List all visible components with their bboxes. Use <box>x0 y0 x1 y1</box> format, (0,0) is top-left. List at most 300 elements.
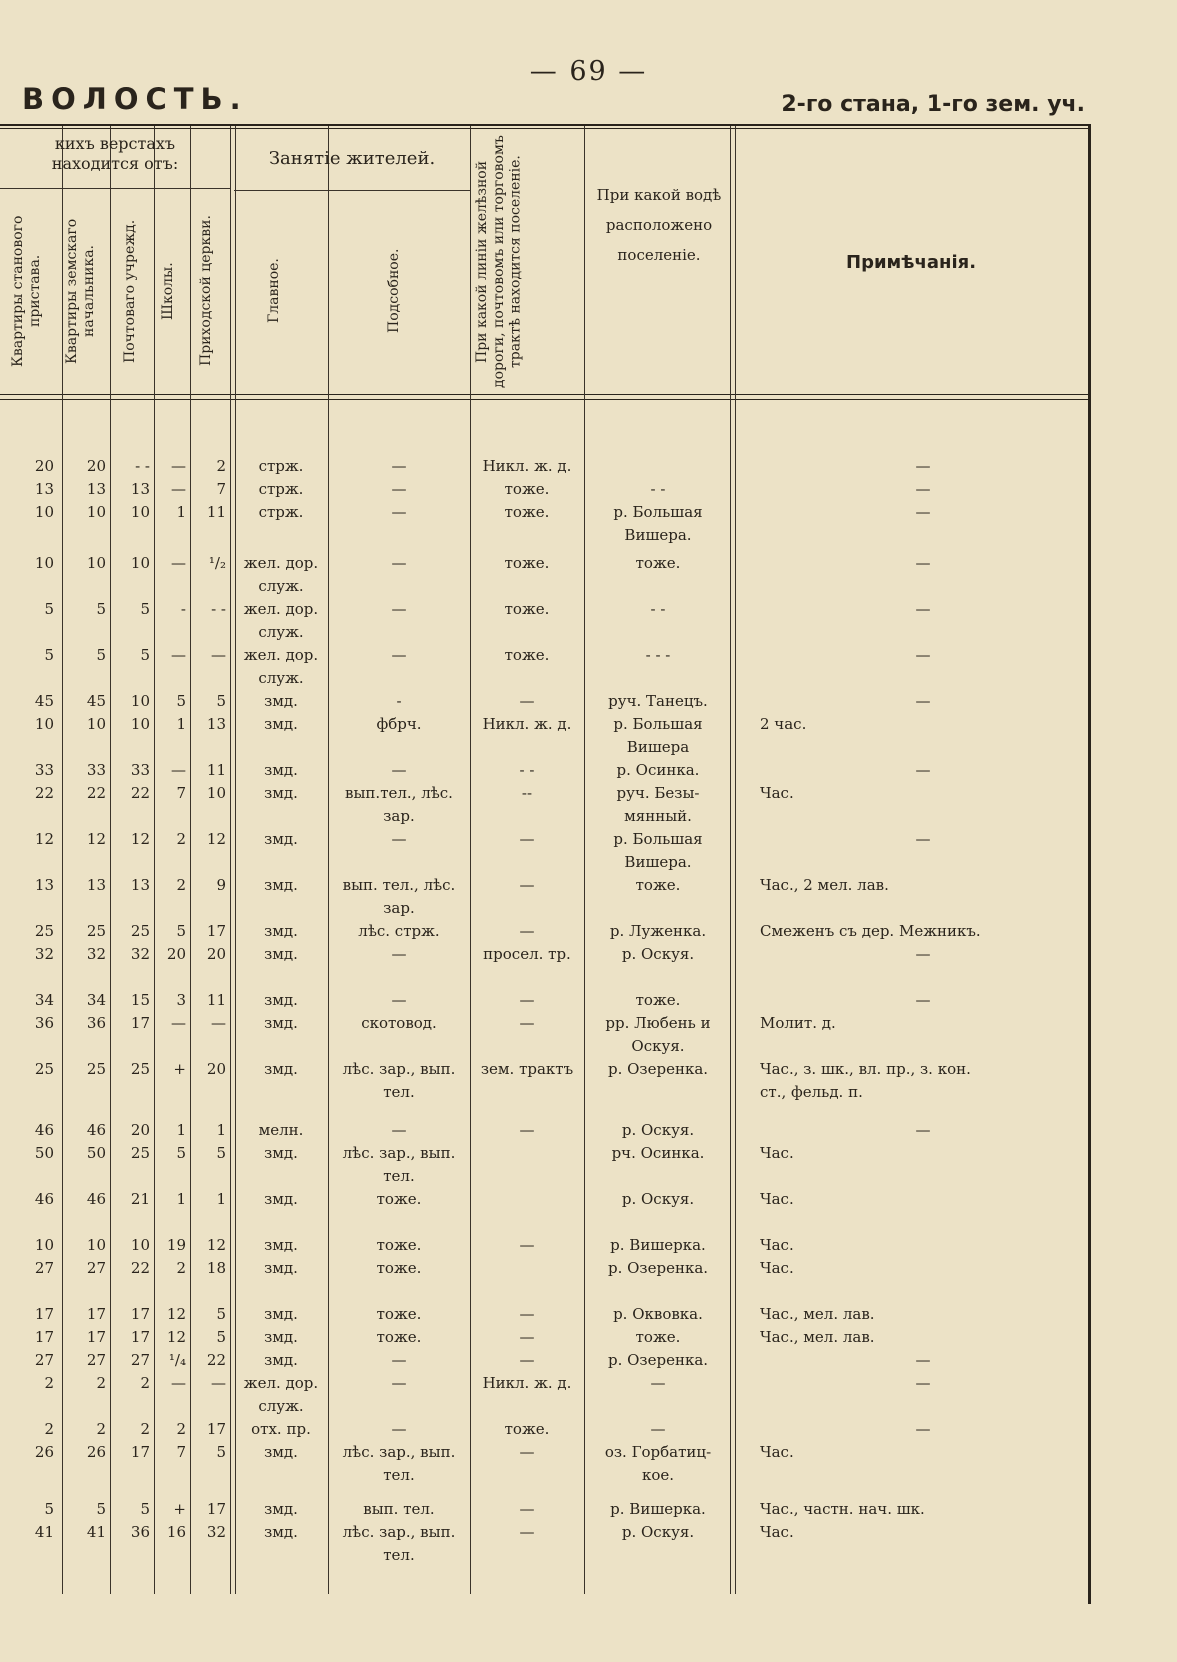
cell-c5: 11 <box>206 503 226 521</box>
cell-c4: — <box>171 1014 186 1032</box>
cell-water: тоже. <box>635 554 681 572</box>
cell-note: — <box>915 503 931 521</box>
cell-note: — <box>915 600 931 618</box>
cell-water: тоже. <box>635 1328 681 1346</box>
group-header-rule <box>0 188 230 189</box>
cell-water: - - <box>650 600 666 618</box>
cell-c1: 10 <box>34 1236 54 1254</box>
column-divider <box>328 126 329 1594</box>
cell-sub: — <box>391 991 407 1009</box>
cell-c3: 2 <box>140 1420 150 1438</box>
cell-water: р. Оскуя. <box>621 945 695 963</box>
cell-sub: тоже. <box>376 1328 422 1346</box>
cell-sub: тоже. <box>376 1305 422 1323</box>
cell-c1: 46 <box>34 1121 54 1139</box>
cell-main: змд. <box>264 761 298 779</box>
cell-c2: 17 <box>86 1328 106 1346</box>
cell-c3: 22 <box>130 1259 150 1277</box>
cell-rail: — <box>519 1443 535 1461</box>
header-secondary: Подсобное. <box>386 248 402 334</box>
page-heading-right: 2-го стана, 1-го зем. уч. <box>781 92 1085 117</box>
cell-note: — <box>915 1121 931 1139</box>
page-heading-left: ВОЛОСТЬ. <box>22 82 248 116</box>
cell-main: стрж. <box>258 457 304 475</box>
cell-c5: 20 <box>206 1060 226 1078</box>
cell-sub: — <box>391 945 407 963</box>
cell-sub: — <box>391 1351 407 1369</box>
cell-rail: тоже. <box>504 554 550 572</box>
cell-c2: 45 <box>86 692 106 710</box>
cell-c1: 10 <box>34 554 54 572</box>
cell-c4: 1 <box>176 503 186 521</box>
header-col4: Школы. <box>160 262 176 320</box>
cell-water: р. Вишерка. <box>610 1500 706 1518</box>
cell-rail: — <box>519 1500 535 1518</box>
group-header-rule <box>234 190 470 191</box>
cell-c5: 9 <box>216 876 226 894</box>
cell-c5: 11 <box>206 761 226 779</box>
cell-note: Час., 2 мел. лав. <box>760 876 889 894</box>
cell-sub: скотовод. <box>361 1014 437 1032</box>
cell-c2: 10 <box>86 1236 106 1254</box>
header-railway: При какой линіи желѣзной дороги, почтовомъ или торговомъ трактѣ находится поселеніе. <box>474 135 524 389</box>
cell-c4: 2 <box>176 1259 186 1277</box>
header-distance-group: кихъ верстахъ находится отъ: <box>51 134 179 173</box>
cell-note: — <box>915 1374 931 1392</box>
cell-main: змд. <box>264 922 298 940</box>
header-col2: Квартиры земскаго начальника. <box>64 218 97 364</box>
cell-note: — <box>915 457 931 475</box>
cell-c5: — <box>211 1374 226 1392</box>
column-divider <box>190 126 191 1594</box>
cell-c3: 32 <box>130 945 150 963</box>
cell-main: стрж. <box>258 503 304 521</box>
cell-c2: 34 <box>86 991 106 1009</box>
cell-main: змд. <box>264 945 298 963</box>
cell-water: — <box>650 1420 666 1438</box>
cell-water: оз. Горбатиц- кое. <box>604 1443 712 1484</box>
cell-c3: 10 <box>130 1236 150 1254</box>
cell-sub: тоже. <box>376 1190 422 1208</box>
cell-c1: 33 <box>34 761 54 779</box>
cell-rail: тоже. <box>504 480 550 498</box>
cell-c2: 10 <box>86 554 106 572</box>
cell-sub: — <box>391 457 407 475</box>
cell-rail: — <box>519 991 535 1009</box>
cell-c5: 5 <box>216 1443 226 1461</box>
cell-c3: 21 <box>130 1190 150 1208</box>
cell-note: Час. <box>760 1523 794 1541</box>
cell-rail: — <box>519 1523 535 1541</box>
cell-c4: 1 <box>176 1121 186 1139</box>
cell-note: — <box>915 991 931 1009</box>
cell-c5: 5 <box>216 1328 226 1346</box>
cell-c1: 5 <box>44 600 54 618</box>
header-col3: Почтоваго учрежд. <box>122 219 138 363</box>
cell-c1: 20 <box>34 457 54 475</box>
cell-c5: 10 <box>206 784 226 802</box>
cell-c1: 13 <box>34 876 54 894</box>
cell-sub: лѣс. зар., вып. тел. <box>342 1443 456 1484</box>
cell-note: Час. <box>760 1443 794 1461</box>
header-bottom-rule <box>0 394 1090 395</box>
cell-c5: — <box>211 646 226 664</box>
cell-rail: -- <box>521 784 533 802</box>
cell-c1: 34 <box>34 991 54 1009</box>
cell-rail: Никл. ж. д. <box>482 457 572 475</box>
cell-c4: 5 <box>176 1144 186 1162</box>
table-right-border <box>1088 124 1091 1604</box>
cell-main: стрж. <box>258 480 304 498</box>
header-col1: Квартиры станового пристава. <box>10 215 43 367</box>
cell-c3: 10 <box>130 692 150 710</box>
cell-c4: 2 <box>176 830 186 848</box>
cell-c1: 45 <box>34 692 54 710</box>
cell-c4: 12 <box>166 1328 186 1346</box>
cell-note: Смеженъ съ дер. Межникъ. <box>760 922 981 940</box>
cell-sub: лѣс. зар., вып. тел. <box>342 1144 456 1185</box>
cell-note: — <box>915 761 931 779</box>
cell-c3: 27 <box>130 1351 150 1369</box>
cell-c4: 1 <box>176 715 186 733</box>
cell-water: р. Оскуя. <box>621 1121 695 1139</box>
cell-c5: 12 <box>206 830 226 848</box>
cell-c3: 22 <box>130 784 150 802</box>
cell-c5: 2 <box>216 457 226 475</box>
cell-note: Час. <box>760 1236 794 1254</box>
cell-c3: 25 <box>130 922 150 940</box>
cell-rail: тоже. <box>504 1420 550 1438</box>
cell-c4: — <box>171 761 186 779</box>
cell-water: р. Оскуя. <box>621 1190 695 1208</box>
cell-c3: 25 <box>130 1060 150 1078</box>
cell-c1: 46 <box>34 1190 54 1208</box>
cell-rail: — <box>519 1305 535 1323</box>
cell-c3: 17 <box>130 1328 150 1346</box>
cell-c1: 13 <box>34 480 54 498</box>
cell-water: - - <box>650 480 666 498</box>
cell-c2: 25 <box>86 922 106 940</box>
cell-c1: 22 <box>34 784 54 802</box>
cell-sub: тоже. <box>376 1259 422 1277</box>
cell-main: змд. <box>264 1060 298 1078</box>
cell-note: — <box>915 830 931 848</box>
header-main: Главное. <box>266 258 282 324</box>
cell-sub: — <box>391 600 407 618</box>
cell-note: Час. <box>760 1190 794 1208</box>
cell-sub: — <box>391 480 407 498</box>
cell-water: р. Большая Вишера. <box>613 830 703 871</box>
cell-c2: 46 <box>86 1190 106 1208</box>
cell-c4: - <box>180 600 186 618</box>
cell-main: жел. дор. служ. <box>243 600 319 641</box>
cell-note: Молит. д. <box>760 1014 836 1032</box>
cell-c3: 5 <box>140 600 150 618</box>
cell-main: змд. <box>264 715 298 733</box>
column-divider <box>110 126 111 1594</box>
cell-c3: - - <box>135 457 150 475</box>
cell-sub: тоже. <box>376 1236 422 1254</box>
cell-rail: — <box>519 830 535 848</box>
cell-rail: зем. трактъ <box>480 1060 574 1078</box>
cell-c5: 1 <box>216 1121 226 1139</box>
column-divider <box>62 126 63 1594</box>
cell-c1: 50 <box>34 1144 54 1162</box>
cell-note: — <box>915 554 931 572</box>
cell-rail: Никл. ж. д. <box>482 1374 572 1392</box>
cell-rail: тоже. <box>504 503 550 521</box>
cell-c4: — <box>171 554 186 572</box>
cell-note: — <box>915 646 931 664</box>
cell-c2: 5 <box>96 1500 106 1518</box>
cell-main: змд. <box>264 876 298 894</box>
cell-water: р. Осинка. <box>616 761 700 779</box>
cell-water: р. Оквовка. <box>613 1305 703 1323</box>
cell-sub: — <box>391 1374 407 1392</box>
cell-c3: 13 <box>130 876 150 894</box>
cell-water: руч. Танецъ. <box>608 692 708 710</box>
column-divider <box>470 126 471 1594</box>
cell-sub: - <box>396 692 402 710</box>
cell-main: змд. <box>264 1328 298 1346</box>
cell-c4: 1 <box>176 1190 186 1208</box>
cell-c3: 13 <box>130 480 150 498</box>
cell-c3: 5 <box>140 646 150 664</box>
cell-c2: 27 <box>86 1259 106 1277</box>
cell-c2: 12 <box>86 830 106 848</box>
cell-sub: — <box>391 503 407 521</box>
cell-main: змд. <box>264 784 298 802</box>
cell-main: змд. <box>264 1144 298 1162</box>
cell-c1: 10 <box>34 503 54 521</box>
cell-c2: 41 <box>86 1523 106 1541</box>
cell-c4: — <box>171 646 186 664</box>
cell-c2: 5 <box>96 600 106 618</box>
column-divider <box>584 126 585 1594</box>
cell-c4: 5 <box>176 692 186 710</box>
cell-c4: ¹/₄ <box>168 1351 186 1369</box>
cell-water: р. Озеренка. <box>607 1259 709 1277</box>
cell-sub: лѣс. стрж. <box>358 922 440 940</box>
cell-c3: 25 <box>130 1144 150 1162</box>
cell-main: отх. пр. <box>251 1420 311 1438</box>
cell-sub: вып. тел. <box>363 1500 435 1518</box>
cell-c4: 12 <box>166 1305 186 1323</box>
cell-c3: 10 <box>130 554 150 572</box>
cell-c3: 5 <box>140 1500 150 1518</box>
cell-note: Час. <box>760 784 794 802</box>
header-water: При какой водѣ расположено поселеніе. <box>596 186 722 264</box>
cell-main: жел. дор. служ. <box>243 554 319 595</box>
cell-c3: 17 <box>130 1014 150 1032</box>
cell-main: змд. <box>264 991 298 1009</box>
cell-c3: 12 <box>130 830 150 848</box>
cell-c3: 36 <box>130 1523 150 1541</box>
cell-water: тоже. <box>635 876 681 894</box>
cell-c4: 7 <box>176 784 186 802</box>
cell-note: — <box>915 945 931 963</box>
cell-sub: лѣс. зар., вып. тел. <box>342 1523 456 1564</box>
cell-c3: 33 <box>130 761 150 779</box>
cell-c4: 16 <box>166 1523 186 1541</box>
cell-c4: 7 <box>176 1443 186 1461</box>
cell-rail: — <box>519 692 535 710</box>
cell-rail: — <box>519 1121 535 1139</box>
cell-c5: 5 <box>216 1144 226 1162</box>
cell-c4: + <box>173 1060 186 1078</box>
cell-sub: вып.тел., лѣс. зар. <box>345 784 453 825</box>
cell-sub: — <box>391 646 407 664</box>
cell-rail: тоже. <box>504 646 550 664</box>
cell-c5: 32 <box>206 1523 226 1541</box>
column-divider-double <box>730 126 736 1594</box>
cell-rail: — <box>519 1351 535 1369</box>
cell-main: змд. <box>264 1305 298 1323</box>
cell-c5: 17 <box>206 1500 226 1518</box>
cell-c5: 18 <box>206 1259 226 1277</box>
cell-note: Час. <box>760 1259 794 1277</box>
cell-c2: 50 <box>86 1144 106 1162</box>
cell-water: р. Вишерка. <box>610 1236 706 1254</box>
cell-c2: 17 <box>86 1305 106 1323</box>
cell-c2: 26 <box>86 1443 106 1461</box>
cell-c5: 13 <box>206 715 226 733</box>
cell-c4: 3 <box>176 991 186 1009</box>
cell-c2: 36 <box>86 1014 106 1032</box>
cell-main: мелн. <box>258 1121 304 1139</box>
cell-sub: — <box>391 1420 407 1438</box>
cell-main: змд. <box>264 1443 298 1461</box>
cell-c2: 2 <box>96 1374 106 1392</box>
cell-c5: 17 <box>206 922 226 940</box>
cell-water: р. Большая Вишера. <box>613 503 703 544</box>
cell-c1: 12 <box>34 830 54 848</box>
cell-sub: лѣс. зар., вып. тел. <box>342 1060 456 1101</box>
cell-main: змд. <box>264 1523 298 1541</box>
cell-c1: 27 <box>34 1259 54 1277</box>
cell-c5: - - <box>211 600 226 618</box>
cell-sub: — <box>391 554 407 572</box>
header-col5: Приходской церкви. <box>198 215 214 367</box>
cell-c1: 5 <box>44 646 54 664</box>
cell-c2: 5 <box>96 646 106 664</box>
cell-note: Час. <box>760 1144 794 1162</box>
header-remarks: Примѣчанія. <box>846 252 977 273</box>
cell-c1: 32 <box>34 945 54 963</box>
cell-c5: 7 <box>216 480 226 498</box>
cell-c1: 25 <box>34 922 54 940</box>
cell-c1: 27 <box>34 1351 54 1369</box>
header-occupation-group: Занятіе жителей. <box>268 148 436 169</box>
cell-c1: 36 <box>34 1014 54 1032</box>
cell-main: змд. <box>264 692 298 710</box>
cell-main: змд. <box>264 1259 298 1277</box>
cell-main: змд. <box>264 1500 298 1518</box>
cell-c5: 5 <box>216 692 226 710</box>
cell-c4: 20 <box>166 945 186 963</box>
cell-water: р. Большая Вишера <box>613 715 703 756</box>
cell-c1: 2 <box>44 1374 54 1392</box>
cell-main: змд. <box>264 1190 298 1208</box>
cell-water: рч. Осинка. <box>611 1144 705 1162</box>
cell-c3: 20 <box>130 1121 150 1139</box>
cell-c2: 22 <box>86 784 106 802</box>
cell-sub: — <box>391 761 407 779</box>
cell-c1: 25 <box>34 1060 54 1078</box>
cell-sub: фбрч. <box>376 715 422 733</box>
cell-note: 2 час. <box>760 715 807 733</box>
cell-rail: просел. тр. <box>483 945 571 963</box>
header-bottom-rule-inner <box>0 399 1090 400</box>
cell-rail: — <box>519 1328 535 1346</box>
cell-rail: тоже. <box>504 600 550 618</box>
cell-c5: 22 <box>206 1351 226 1369</box>
cell-c2: 10 <box>86 715 106 733</box>
cell-main: змд. <box>264 1236 298 1254</box>
cell-note: — <box>915 1351 931 1369</box>
cell-c2: 33 <box>86 761 106 779</box>
cell-c2: 13 <box>86 480 106 498</box>
cell-c2: 27 <box>86 1351 106 1369</box>
cell-note: Час., з. шк., вл. пр., з. кон. ст., фельд. п. <box>760 1060 971 1101</box>
cell-main: змд. <box>264 830 298 848</box>
cell-water: - - - <box>645 646 671 664</box>
cell-c5: 12 <box>206 1236 226 1254</box>
cell-water: рр. Любень и Оскуя. <box>605 1014 711 1055</box>
cell-c1: 41 <box>34 1523 54 1541</box>
cell-c4: — <box>171 1374 186 1392</box>
cell-rail: — <box>519 1236 535 1254</box>
cell-note: — <box>915 480 931 498</box>
cell-main: змд. <box>264 1351 298 1369</box>
cell-rail: Никл. ж. д. <box>482 715 572 733</box>
cell-c3: 10 <box>130 503 150 521</box>
cell-water: р. Луженка. <box>609 922 707 940</box>
cell-main: змд. <box>264 1014 298 1032</box>
cell-c4: — <box>171 480 186 498</box>
cell-c2: 13 <box>86 876 106 894</box>
cell-c5: 5 <box>216 1305 226 1323</box>
cell-c1: 5 <box>44 1500 54 1518</box>
cell-note: Час., частн. нач. шк. <box>760 1500 925 1518</box>
cell-c4: 2 <box>176 1420 186 1438</box>
cell-c4: 19 <box>166 1236 186 1254</box>
cell-water: р. Оскуя. <box>621 1523 695 1541</box>
cell-c5: 20 <box>206 945 226 963</box>
cell-c1: 17 <box>34 1305 54 1323</box>
cell-c3: 15 <box>130 991 150 1009</box>
cell-c2: 25 <box>86 1060 106 1078</box>
cell-c5: 17 <box>206 1420 226 1438</box>
cell-note: — <box>915 1420 931 1438</box>
cell-c1: 2 <box>44 1420 54 1438</box>
cell-c1: 17 <box>34 1328 54 1346</box>
column-divider <box>154 126 155 1594</box>
cell-sub: — <box>391 1121 407 1139</box>
cell-main: жел. дор. служ. <box>243 646 319 687</box>
cell-rail: — <box>519 1014 535 1032</box>
cell-c3: 17 <box>130 1443 150 1461</box>
cell-note: Час., мел. лав. <box>760 1305 875 1323</box>
cell-c2: 2 <box>96 1420 106 1438</box>
cell-c1: 10 <box>34 715 54 733</box>
cell-note: Час., мел. лав. <box>760 1328 875 1346</box>
cell-c2: 20 <box>86 457 106 475</box>
cell-water: р. Озеренка. <box>607 1060 709 1078</box>
cell-c5: 11 <box>206 991 226 1009</box>
cell-water: тоже. <box>635 991 681 1009</box>
cell-rail: - - <box>519 761 535 779</box>
